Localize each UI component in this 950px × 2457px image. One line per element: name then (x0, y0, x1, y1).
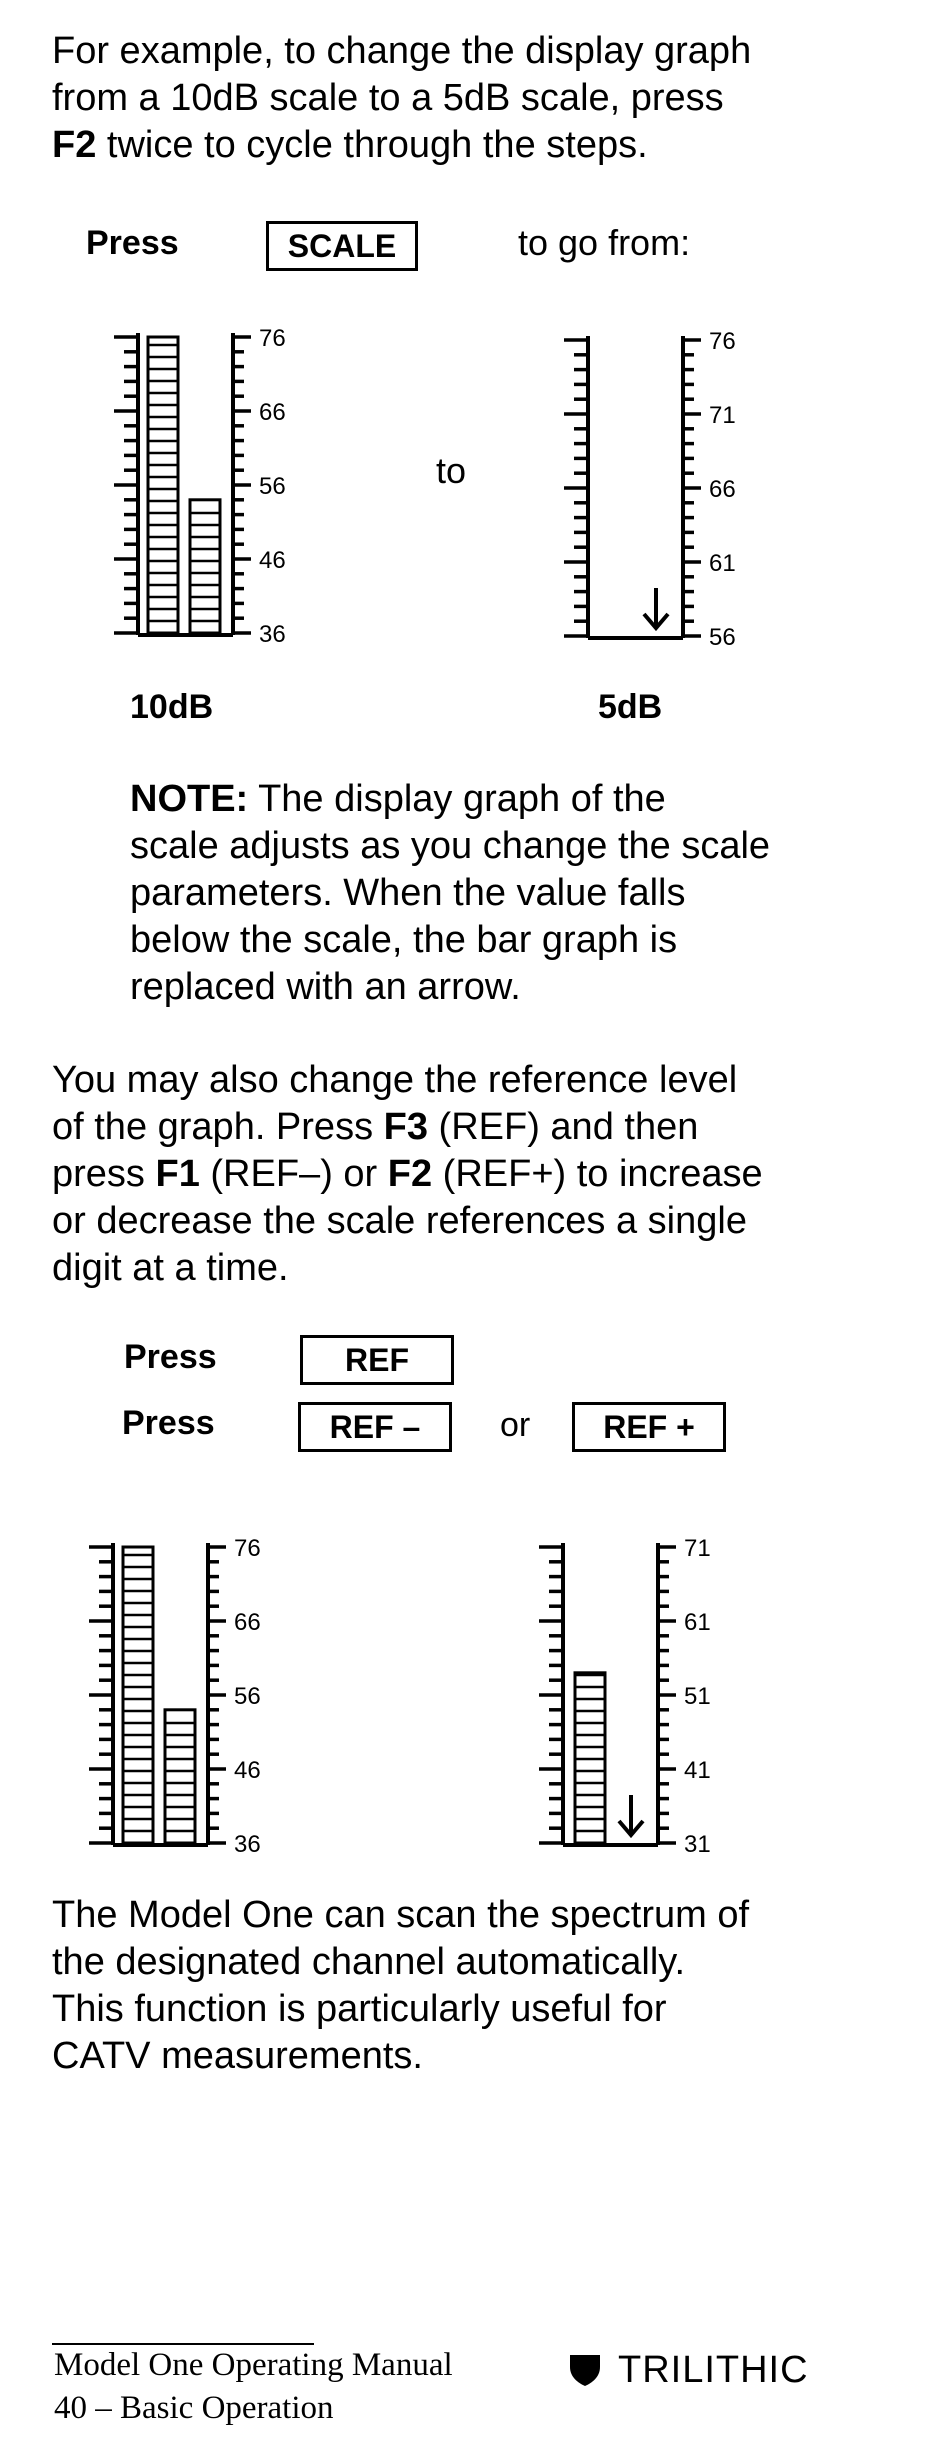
note-paragraph: NOTE: The display graph of the scale adjusts as you change the scale parameters. When the value falls below the scale, the bar graph is replaced with an arrow. (130, 778, 771, 1008)
top-right-gauge-tick-label: 71 (709, 402, 736, 429)
ref-minus-key[interactable]: REF – (298, 1402, 452, 1452)
bottom-left-gauge-tick-label: 46 (234, 1757, 261, 1784)
ref-plus-key[interactable]: REF + (572, 1402, 726, 1452)
top-right-gauge-tick-label: 66 (709, 476, 736, 503)
bottom-left-gauge-tick-label: 76 (234, 1535, 261, 1562)
note-label: NOTE: (130, 778, 249, 820)
footer-page-number: 40 – Basic Operation (54, 2390, 334, 2426)
top-right-gauge-tick-label: 56 (709, 624, 736, 651)
bottom-left-gauge-tick-label: 36 (234, 1831, 261, 1858)
top-right-gauge-tick-label: 76 (709, 328, 736, 355)
caption-5db: 5dB (598, 688, 663, 726)
closing-paragraph: The Model One can scan the spectrum of the designated channel automatically. This function is particularly useful for CATV measurements. (52, 1894, 750, 2077)
top-right-gauge-tick-label: 61 (709, 550, 736, 577)
key-f1: F1 (155, 1153, 200, 1195)
press-ref-label: Press (124, 1338, 217, 1376)
footer-manual-title: Model One Operating Manual (54, 2347, 453, 2383)
shield-icon (570, 2353, 600, 2387)
or-label: or (500, 1406, 531, 1444)
bottom-right-gauge-tick-label: 41 (684, 1757, 711, 1784)
ref-key[interactable]: REF (300, 1335, 454, 1385)
key-f2: F2 (52, 124, 97, 166)
brand-name: TRILITHIC (618, 2348, 809, 2391)
scale-key[interactable]: SCALE (266, 221, 418, 271)
intro-line-2: from a 10dB scale to a 5dB scale, press (52, 77, 724, 119)
bottom-right-gauge-tick-label: 71 (684, 1535, 711, 1562)
reference-paragraph: You may also change the reference level of the graph. Press F3 (REF) and then press F1 (REF–) or F2 (REF+) to increase or decrease the scale references a single digit at a time. (52, 1059, 763, 1289)
footer-rule (52, 2343, 314, 2345)
bottom-right-gauge-tick-label: 61 (684, 1609, 711, 1636)
to-go-from-label: to go from: (518, 222, 691, 263)
bottom-right-gauge-tick-label: 51 (684, 1683, 711, 1710)
to-connector: to (436, 450, 467, 491)
press-ref-adjust-label: Press (122, 1404, 215, 1442)
intro-line-3: F2 twice to cycle through the steps. (52, 124, 648, 166)
top-left-gauge-tick-label: 46 (259, 547, 286, 574)
top-left-gauge-tick-label: 76 (259, 325, 286, 352)
top-left-gauge-tick-label: 56 (259, 473, 286, 500)
key-f2-b: F2 (387, 1153, 433, 1195)
key-f3: F3 (383, 1106, 428, 1148)
intro-line-1: For example, to change the display graph (52, 30, 752, 72)
top-left-gauge-tick-label: 36 (259, 621, 286, 648)
bottom-left-gauge-tick-label: 66 (234, 1609, 261, 1636)
top-left-gauge-tick-label: 66 (259, 399, 286, 426)
caption-10db: 10dB (130, 688, 214, 726)
bottom-right-gauge-tick-label: 31 (684, 1831, 711, 1858)
brand-logo (570, 2350, 809, 2390)
bottom-left-gauge-bar-2 (165, 1710, 195, 1843)
press-label: Press (86, 224, 179, 262)
bottom-left-gauge-tick-label: 56 (234, 1683, 261, 1710)
